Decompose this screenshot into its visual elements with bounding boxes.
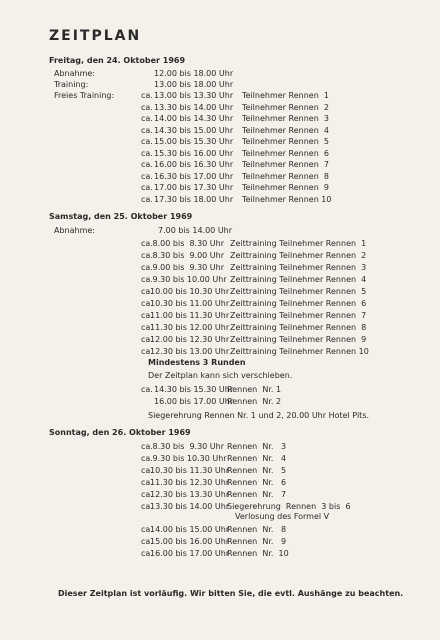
- event-label: Zeittraining Teilnehmer Rennen 2: [230, 251, 367, 260]
- approx-label: ca.: [141, 525, 153, 534]
- approx-label: ca.: [141, 502, 153, 511]
- schedule-row: [0, 90, 440, 101]
- event-label: Teilnehmer Rennen 3: [242, 114, 329, 123]
- event-label: Rennen Nr. 9: [227, 537, 287, 546]
- schedule-row: [0, 171, 440, 182]
- abnahme-label: Abnahme:: [54, 226, 96, 235]
- schedule-row: [0, 250, 440, 261]
- time-range: 16.00 bis 17.00 Uhr: [150, 549, 230, 558]
- approx-label: ca.: [141, 323, 153, 332]
- schedule-row: [0, 489, 440, 500]
- event-label: Teilnehmer Rennen 8: [242, 172, 329, 181]
- approx-label: ca.: [141, 172, 153, 181]
- event-label: Teilnehmer Rennen 4: [242, 126, 329, 135]
- approx-label: ca.: [141, 385, 153, 394]
- schedule-row: [0, 125, 440, 136]
- approx-label: ca.: [141, 275, 153, 284]
- friday-training-row: [0, 79, 440, 90]
- event-label: Zeittraining Teilnehmer Rennen 3: [230, 263, 367, 272]
- schedule-row: [0, 346, 440, 357]
- schedule-row: [0, 194, 440, 205]
- time-range: 14.00 bis 15.00 Uhr: [150, 525, 230, 534]
- event-label: Zeittraining Teilnehmer Rennen 9: [230, 335, 367, 344]
- approx-label: ca.: [141, 263, 153, 272]
- time-range: 13.30 bis 14.00 Uhr: [154, 103, 234, 112]
- friday-heading: Freitag, den 24. Oktober 1969: [49, 56, 186, 65]
- schedule-row: [0, 524, 440, 535]
- schedule-row: [0, 511, 440, 522]
- training-label: Training:: [54, 80, 89, 89]
- friday-abnahme-row: [0, 68, 440, 79]
- time-range: 16.00 bis 17.00 Uhr: [154, 397, 234, 406]
- schedule-row: [0, 441, 440, 452]
- time-range: 11.30 bis 12.00 Uhr: [150, 323, 230, 332]
- schedule-row: [0, 453, 440, 464]
- approx-label: ca.: [141, 251, 153, 260]
- approx-label: ca.: [141, 347, 153, 356]
- time-range: 13.00 bis 13.30 Uhr: [154, 91, 234, 100]
- free-training-label: Freies Training:: [54, 91, 115, 100]
- footer-note: Dieser Zeitplan ist vorläufig. Wir bitten Sie, die evtl. Aushänge zu beachten.: [58, 589, 404, 598]
- approx-label: ca.: [141, 466, 153, 475]
- schedule-row: [0, 238, 440, 249]
- time-range: 15.00 bis 15.30 Uhr: [154, 137, 234, 146]
- race-row: [0, 384, 440, 395]
- event-label: Teilnehmer Rennen 2: [242, 103, 329, 112]
- time-range: 17.00 bis 17.30 Uhr: [154, 183, 234, 192]
- time-range: 14.30 bis 15.00 Uhr: [154, 126, 234, 135]
- time-range: 10.00 bis 10.30 Uhr: [150, 287, 230, 296]
- abnahme-time: 12.00 bis 18.00 Uhr: [154, 69, 234, 78]
- event-label: Teilnehmer Rennen 5: [242, 137, 329, 146]
- time-range: 12.30 bis 13.00 Uhr: [150, 347, 230, 356]
- approx-label: ca.: [141, 311, 153, 320]
- schedule-row: [0, 536, 440, 547]
- time-range: 17.30 bis 18.00 Uhr: [154, 195, 234, 204]
- event-label: Rennen Nr. 10: [227, 549, 289, 558]
- time-range: 16.30 bis 17.00 Uhr: [154, 172, 234, 181]
- abnahme-label: Abnahme:: [54, 69, 96, 78]
- event-label: Zeittraining Teilnehmer Rennen 1: [230, 239, 367, 248]
- schedule-row: [0, 274, 440, 285]
- event-label: Teilnehmer Rennen 1: [242, 91, 329, 100]
- approx-label: ca.: [141, 114, 153, 123]
- event-label: Rennen Nr. 7: [227, 490, 287, 499]
- approx-label: ca.: [141, 478, 153, 487]
- event-label: Zeittraining Teilnehmer Rennen 5: [230, 287, 367, 296]
- training-time: 13.00 bis 18.00 Uhr: [154, 80, 234, 89]
- schedule-row: [0, 262, 440, 273]
- schedule-shift-note: Der Zeitplan kann sich verschieben.: [148, 371, 293, 380]
- event-label: Teilnehmer Rennen 6: [242, 149, 329, 158]
- schedule-row: [0, 159, 440, 170]
- event-label: Zeittraining Teilnehmer Rennen 6: [230, 299, 367, 308]
- approx-label: ca.: [141, 287, 153, 296]
- approx-label: ca.: [141, 442, 153, 451]
- schedule-row: [0, 113, 440, 124]
- event-label: Siegerehrung Rennen 3 bis 6: [227, 502, 351, 511]
- approx-label: ca.: [141, 537, 153, 546]
- event-label: Rennen Nr. 8: [227, 525, 287, 534]
- schedule-row: [0, 286, 440, 297]
- schedule-row: [0, 148, 440, 159]
- approx-label: ca.: [141, 137, 153, 146]
- saturday-abnahme-row: [0, 225, 440, 236]
- schedule-row: [0, 334, 440, 345]
- page-title: ZEITPLAN: [49, 28, 142, 44]
- approx-label: ca.: [141, 239, 153, 248]
- schedule-row: [0, 136, 440, 147]
- event-label: Rennen Nr. 5: [227, 466, 287, 475]
- shift-note-row: [0, 370, 440, 381]
- approx-label: ca.: [141, 335, 153, 344]
- ceremony-row: [0, 410, 440, 421]
- schedule-row: [0, 298, 440, 309]
- event-label: Zeittraining Teilnehmer Rennen 10: [230, 347, 369, 356]
- approx-label: ca.: [141, 149, 153, 158]
- min-rounds-note: Mindestens 3 Runden: [148, 358, 246, 367]
- approx-label: ca.: [141, 299, 153, 308]
- schedule-row: [0, 477, 440, 488]
- event-label: Rennen Nr. 4: [227, 454, 287, 463]
- event-label: Verlosung des Formel V: [235, 512, 330, 521]
- sunday-heading: Sonntag, den 26. Oktober 1969: [49, 428, 191, 437]
- time-range: 8.30 bis 9.30 Uhr: [150, 442, 225, 451]
- event-label: Teilnehmer Rennen 10: [242, 195, 332, 204]
- schedule-row: [0, 465, 440, 476]
- time-range: 11.30 bis 12.30 Uhr: [150, 478, 230, 487]
- min-rounds-row: [0, 357, 440, 368]
- event-label: Zeittraining Teilnehmer Rennen 7: [230, 311, 367, 320]
- time-range: 11.00 bis 11.30 Uhr: [150, 311, 230, 320]
- event-label: Rennen Nr. 6: [227, 478, 287, 487]
- time-range: 9.30 bis 10.00 Uhr: [150, 275, 227, 284]
- approx-label: ca.: [141, 490, 153, 499]
- ceremony-note: Siegerehrung Rennen Nr. 1 und 2, 20.00 Uhr Hotel Pits.: [148, 411, 370, 420]
- time-range: 15.00 bis 16.00 Uhr: [150, 537, 230, 546]
- time-range: 10.30 bis 11.30 Uhr: [150, 466, 230, 475]
- time-range: 14.30 bis 15.30 Uhr: [154, 385, 234, 394]
- saturday-heading: Samstag, den 25. Oktober 1969: [49, 212, 193, 221]
- schedule-row: [0, 310, 440, 321]
- time-range: 15.30 bis 16.00 Uhr: [154, 149, 234, 158]
- approx-label: ca.: [141, 103, 153, 112]
- abnahme-time: 7.00 bis 14.00 Uhr: [158, 226, 233, 235]
- schedule-row: [0, 548, 440, 559]
- time-range: 14.00 bis 14.30 Uhr: [154, 114, 234, 123]
- event-label: Rennen Nr. 2: [227, 397, 282, 406]
- time-range: 12.30 bis 13.30 Uhr: [150, 490, 230, 499]
- time-range: 13.30 bis 14.00 Uhr: [150, 502, 230, 511]
- approx-label: ca.: [141, 195, 153, 204]
- time-range: 16.00 bis 16.30 Uhr: [154, 160, 234, 169]
- event-label: Rennen Nr. 3: [227, 442, 287, 451]
- event-label: Teilnehmer Rennen 7: [242, 160, 329, 169]
- approx-label: ca.: [141, 91, 153, 100]
- approx-label: ca.: [141, 126, 153, 135]
- approx-label: ca.: [141, 549, 153, 558]
- event-label: Rennen Nr. 1: [227, 385, 282, 394]
- race-row: [0, 396, 440, 407]
- approx-label: ca.: [141, 160, 153, 169]
- schedule-row: [0, 182, 440, 193]
- time-range: 8.00 bis 8.30 Uhr: [150, 239, 225, 248]
- time-range: 8.30 bis 9.00 Uhr: [150, 251, 225, 260]
- time-range: 9.00 bis 9.30 Uhr: [150, 263, 225, 272]
- event-label: Zeittraining Teilnehmer Rennen 4: [230, 275, 367, 284]
- approx-label: ca.: [141, 183, 153, 192]
- time-range: 9.30 bis 10.30 Uhr: [150, 454, 227, 463]
- schedule-row: [0, 322, 440, 333]
- event-label: Zeittraining Teilnehmer Rennen 8: [230, 323, 367, 332]
- schedule-row: [0, 102, 440, 113]
- approx-label: ca.: [141, 454, 153, 463]
- time-range: 10.30 bis 11.00 Uhr: [150, 299, 230, 308]
- event-label: Teilnehmer Rennen 9: [242, 183, 329, 192]
- time-range: 12.00 bis 12.30 Uhr: [150, 335, 230, 344]
